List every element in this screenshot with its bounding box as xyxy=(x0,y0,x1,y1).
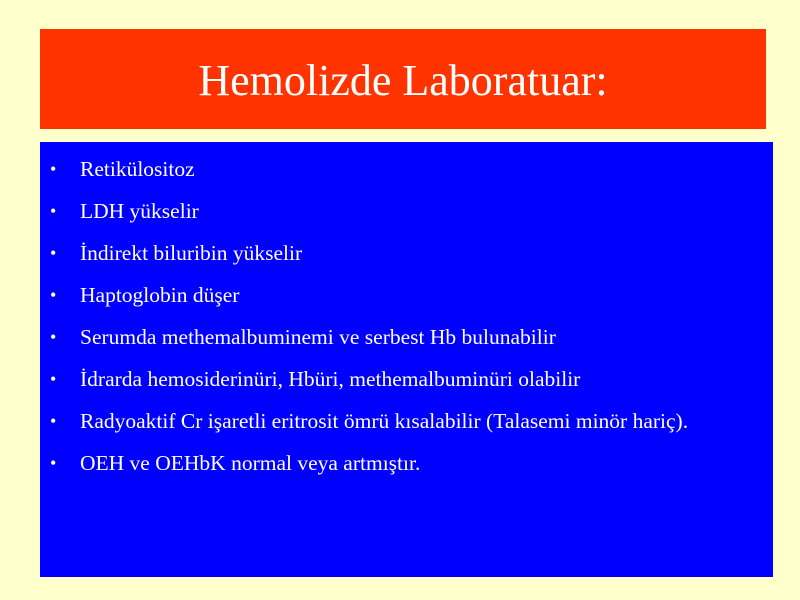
content-box xyxy=(40,142,773,577)
bullet-text: OEH ve OEHbK normal veya artmıştır. xyxy=(80,451,421,475)
bullet-text: Haptoglobin düşer xyxy=(80,283,240,307)
slide-title: Hemolizde Laboratuar: xyxy=(198,56,608,105)
bullet-text: Radyoaktif Cr işaretli eritrosit ömrü kısalabilir (Talasemi minör hariç). xyxy=(80,409,689,433)
bullet-icon: • xyxy=(50,327,57,347)
bullet-list xyxy=(50,154,765,490)
bullet-icon: • xyxy=(50,369,57,389)
bullet-icon: • xyxy=(50,201,57,221)
bullet-icon: • xyxy=(50,453,57,473)
bullet-text: Retikülositoz xyxy=(80,157,195,181)
bullet-text: Serumda methemalbuminemi ve serbest Hb bulunabilir xyxy=(80,325,556,349)
bullet-item xyxy=(50,364,765,395)
bullet-text: LDH yükselir xyxy=(80,199,199,223)
bullet-item xyxy=(50,406,765,437)
bullet-icon: • xyxy=(50,159,57,179)
bullet-text: İdrarda hemosiderinüri, Hbüri, methemalbuminüri olabilir xyxy=(80,367,581,391)
title-bar xyxy=(40,29,766,129)
bullet-icon: • xyxy=(50,243,57,263)
bullet-item xyxy=(50,322,765,353)
bullet-text: İndirekt biluribin yükselir xyxy=(80,241,303,265)
bullet-item xyxy=(50,196,765,227)
bullet-item xyxy=(50,448,765,479)
bullet-item xyxy=(50,280,765,311)
bullet-icon: • xyxy=(50,285,57,305)
bullet-item xyxy=(50,238,765,269)
bullet-icon: • xyxy=(50,411,57,431)
bullet-item xyxy=(50,154,765,185)
